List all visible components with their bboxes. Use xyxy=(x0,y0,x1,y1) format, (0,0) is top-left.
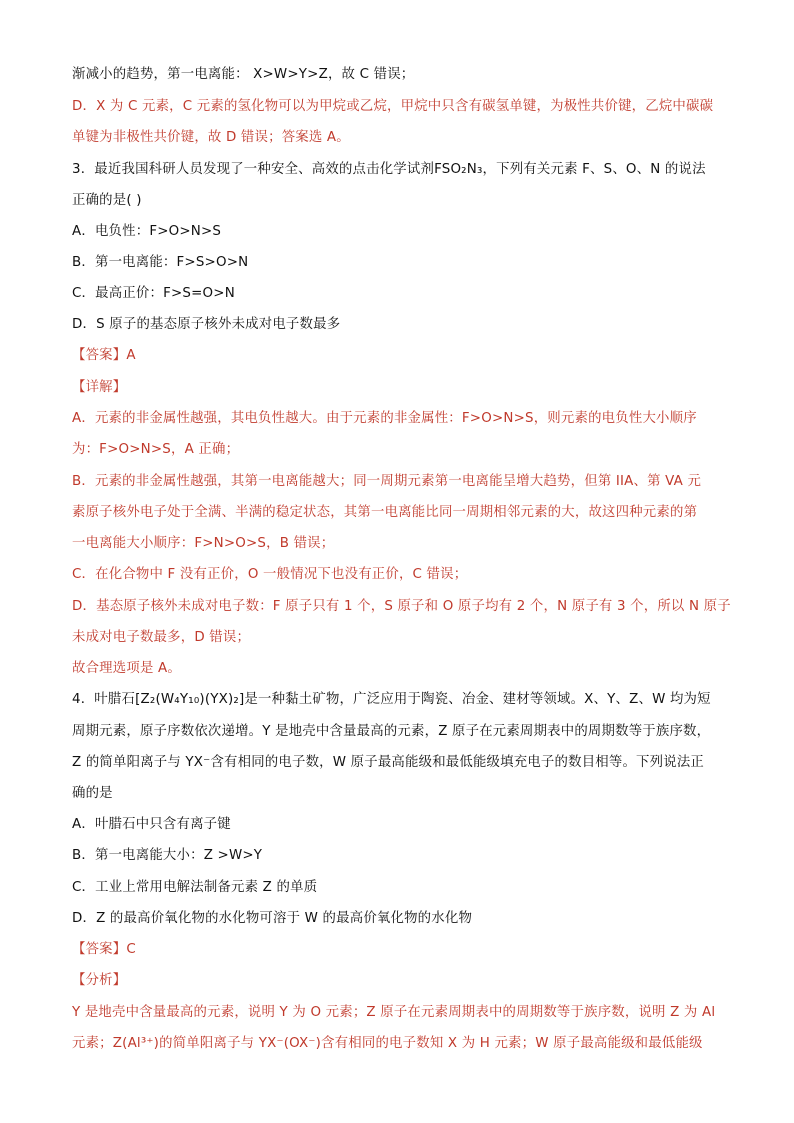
answer-label: 【答案】C xyxy=(72,942,136,957)
text-line: D．基态原子核外未成对电子数：F 原子只有 1 个，S 原子和 O 原子均有 2 个，N 原子有 3 个，所以 N 原子 xyxy=(72,599,731,614)
text-line: 元素；Z(Al³⁺)的简单阳离子与 YX⁻(OX⁻)含有相同的电子数知 X 为 H 元素；W 原子最高能级和最低能级 xyxy=(72,1036,703,1051)
text-line: 未成对电子数最多，D 错误； xyxy=(72,630,251,645)
option-a: A．电负性：F>O>N>S xyxy=(72,224,222,239)
text-line: A．元素的非金属性越强，其电负性越大。由于元素的非金属性：F>O>N>S，则元素的电负性大小顺序 xyxy=(72,411,697,426)
option-a: A．叶腊石中只含有离子键 xyxy=(72,817,231,832)
answer-label: 【答案】A xyxy=(72,348,136,363)
question-4-stem: 确的是 xyxy=(72,786,113,801)
text-line: B．元素的非金属性越强，其第一电离能越大；同一周期元素第一电离能呈增大趋势，但第 IIA、第 VA 元 xyxy=(72,474,702,489)
text-line: C．在化合物中 F 没有正价，O 一般情况下也没有正价，C 错误； xyxy=(72,567,468,582)
option-d: D．S 原子的基态原子核外未成对电子数最多 xyxy=(72,317,341,332)
text-line: Y 是地壳中含量最高的元素，说明 Y 为 O 元素；Z 原子在元素周期表中的周期数等于族序数，说明 Z 为 Al xyxy=(72,1005,716,1020)
text-line: 单键为非极性共价键，故 D 错误；答案选 A。 xyxy=(72,130,350,145)
text-line: 素原子核外电子处于全满、半满的稳定状态，其第一电离能比同一周期相邻元素的大，故这四种元素的第 xyxy=(72,505,698,520)
text-line: D．X 为 C 元素，C 元素的氢化物可以为甲烷或乙烷，甲烷中只含有碳氢单键，为极性共价键，乙烷中碳碳 xyxy=(72,99,714,114)
option-b: B．第一电离能大小：Z >W>Y xyxy=(72,848,263,863)
question-3-stem: 3．最近我国科研人员发现了一种安全、高效的点击化学试剂FSO₂N₃，下列有关元素 F、S、O、N 的说法 xyxy=(72,162,706,177)
question-3-stem: 正确的是( ) xyxy=(72,193,142,208)
option-b: B．第一电离能：F>S>O>N xyxy=(72,255,249,270)
question-4-stem: Z 的简单阳离子与 YX⁻含有相同的电子数，W 原子最高能级和最低能级填充电子的数目相等。下列说法正 xyxy=(72,755,705,770)
question-4-stem: 周期元素，原子序数依次递增。Y 是地壳中含量最高的元素，Z 原子在元素周期表中的周期数等于族序数， xyxy=(72,724,711,739)
text-line: 渐减小的趋势，第一电离能： X>W>Y>Z，故 C 错误； xyxy=(72,67,415,82)
analysis-heading: 【分析】 xyxy=(72,973,127,988)
question-4-stem: 4．叶腊石[Z₂(W₄Y₁₀)(YX)₂]是一种黏土矿物，广泛应用于陶瓷、冶金、建材等领域。X、Y、Z、W 均为短 xyxy=(72,692,711,707)
explanation-heading: 【详解】 xyxy=(72,380,127,395)
option-d: D．Z 的最高价氧化物的水化物可溶于 W 的最高价氧化物的水化物 xyxy=(72,911,473,926)
option-c: C．工业上常用电解法制备元素 Z 的单质 xyxy=(72,880,318,895)
text-line: 为：F>O>N>S，A 正确； xyxy=(72,442,240,457)
option-c: C．最高正价：F>S=O>N xyxy=(72,286,235,301)
text-line: 故合理选项是 A。 xyxy=(72,661,181,676)
text-line: 一电离能大小顺序：F>N>O>S，B 错误； xyxy=(72,536,335,551)
